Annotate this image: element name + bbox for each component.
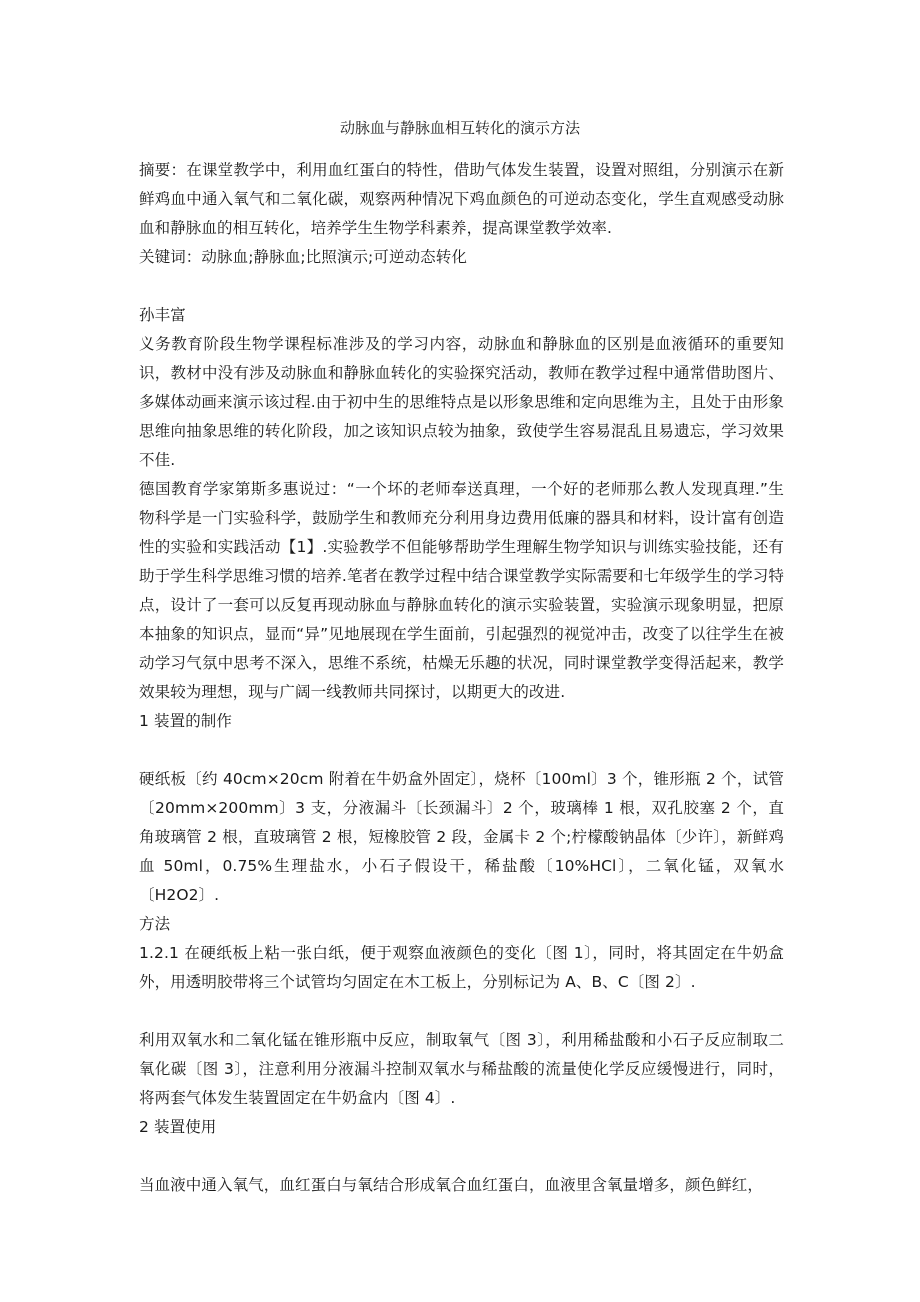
author-name: 孙丰富 <box>139 306 186 324</box>
intro-paragraph-1: 义务教育阶段生物学课程标准涉及的学习内容，动脉血和静脉血的区别是血液循环的重要知识，教材中没有涉及动脉血和静脉血转化的实验探究活动，教师在教学过程中通常借助图片、多媒体动画来演示该过程.由于初中生的思维特点是以形象思维和定向思维为主，且处于由形象思维向抽象思维的转化阶段，加之该知识点较为抽象，致使学生容易混乱且易遗忘，学习效果不佳. <box>139 335 784 469</box>
section-1-heading: 1 装置的制作 <box>139 712 232 730</box>
step-1-2-1-paragraph: 1.2.1 在硬纸板上粘一张白纸，便于观察血液颜色的变化〔图 1〕，同时，将其固定在牛奶盒外，用透明胶带将三个试管均匀固定在木工板上，分别标记为 A、B、C〔图 2〕. <box>139 944 784 991</box>
blank-line <box>139 736 784 765</box>
document-body <box>139 156 784 1200</box>
blank-line <box>139 1142 784 1171</box>
materials-paragraph: 硬纸板〔约 40cm×20cm 附着在牛奶盒外固定〕，烧杯〔100ml〕3 个，锥形瓶 2 个，试管〔20mm×200mm〕3 支，分液漏斗〔长颈漏斗〕2 个，玻璃棒 1 根，双孔胶塞 2 个，直角玻璃管 2 根，直玻璃管 2 根，短橡胶管 2 段，金属卡 2 个;柠檬酸钠晶体〔少许〕，新鲜鸡血 50ml，0.75%生理盐水，小石子假设干，稀盐酸〔10%HCl〕，二氧化锰，双氧水〔H2O2〕. <box>139 770 784 904</box>
document-title: 动脉血与静脉血相互转化的演示方法 <box>339 119 580 137</box>
intro-paragraph-2: 德国教育学家第斯多惠说过：“一个坏的老师奉送真理，一个好的老师那么教人发现真理.”生物科学是一门实验科学，鼓励学生和教师充分利用身边费用低廉的器具和材料，设计富有创造性的实验和实践活动【1】.实验教学不但能够帮助学生理解生物学知识与训练实验技能，还有助于学生科学思维习惯的培养.笔者在教学过程中结合课堂教学实际需要和七年级学生的学习特点，设计了一套可以反复再现动脉血与静脉血转化的演示实验装置，实验演示现象明显，把原本抽象的知识点，显而“异”见地展现在学生面前，引起强烈的视觉冲击，改变了以往学生在被动学习气氛中思考不深入，思维不系统，枯燥无乐趣的状况，同时课堂教学变得活起来，教学效果较为理想，现与广阔一线教师共同探讨，以期更大的改进. <box>139 480 784 701</box>
blank-line <box>139 997 784 1026</box>
method-heading: 方法 <box>139 915 171 933</box>
keywords-line: 关键词：动脉血;静脉血;比照演示;可逆动态转化 <box>139 248 467 266</box>
gas-preparation-paragraph: 利用双氧水和二氧化锰在锥形瓶中反应，制取氧气〔图 3〕，利用稀盐酸和小石子反应制取二氧化碳〔图 3〕，注意利用分液漏斗控制双氧水与稀盐酸的流量使化学反应缓慢进行，同时，将两套气体发生装置固定在牛奶盒内〔图 4〕. <box>139 1031 784 1107</box>
usage-paragraph: 当血液中通入氧气，血红蛋白与氧结合形成氧合血红蛋白，血液里含氧量增多，颜色鲜红， <box>139 1176 764 1194</box>
blank-line <box>139 272 784 301</box>
abstract-paragraph: 摘要：在课堂教学中，利用血红蛋白的特性，借助气体发生装置，设置对照组，分别演示在新鲜鸡血中通入氧气和二氧化碳，观察两种情况下鸡血颜色的可逆动态变化，学生直观感受动脉血和静脉血的相互转化，培养学生生物学科素养，提高课堂教学效率. <box>139 161 784 237</box>
section-2-heading: 2 装置使用 <box>139 1118 217 1136</box>
